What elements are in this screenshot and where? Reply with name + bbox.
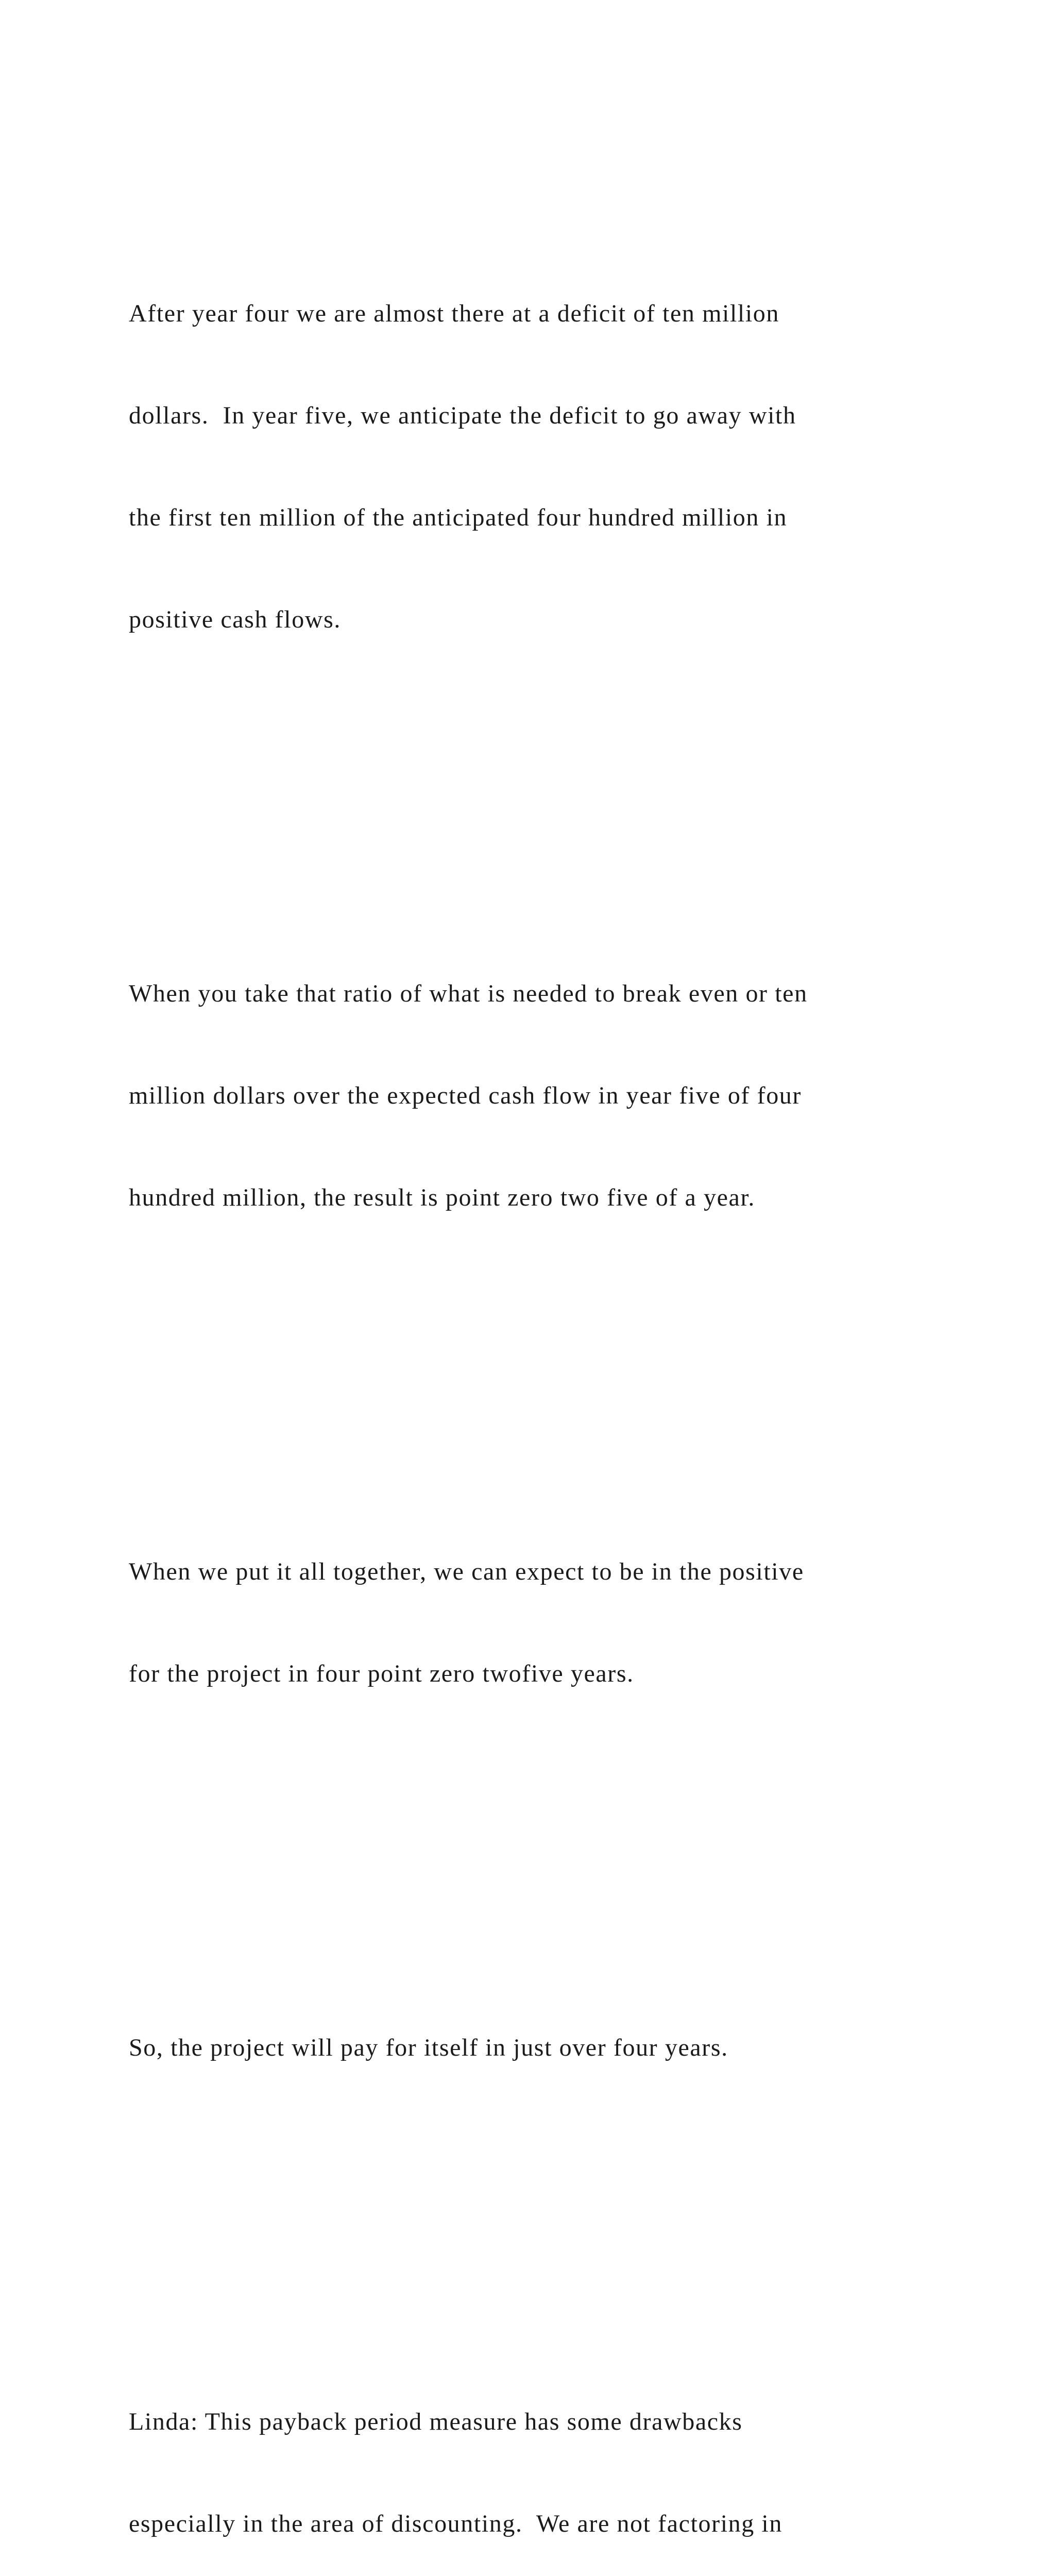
text-line: When we put it all together, we can expect to be in the positive — [129, 1558, 804, 1585]
paragraph-linda-scene — [129, 2337, 1005, 2576]
text-line: After year four we are almost there at a deficit of ten million — [129, 300, 779, 327]
text-line: dollars. In year five, we anticipate the deficit to go away with — [129, 402, 796, 429]
paragraph-gap — [129, 1351, 1005, 1385]
paragraph-ratio — [129, 909, 1005, 1283]
text-line: So, the project will pay for itself in just over four years. — [129, 2034, 728, 2061]
text-line: the first ten million of the anticipated four hundred million in — [129, 504, 788, 531]
paragraph-gap — [129, 2201, 1005, 2235]
paragraph-payback — [129, 1963, 1005, 2133]
paragraph-gap — [129, 773, 1005, 807]
paragraph-together — [129, 1487, 1005, 1759]
text-line: especially in the area of discounting. We are not factoring in — [129, 2510, 782, 2537]
text-line: million dollars over the expected cash flow in year five of four — [129, 1082, 802, 1109]
text-line: Linda: This payback period measure has some drawbacks — [129, 2408, 743, 2435]
text-line: for the project in four point zero twofive years. — [129, 1660, 634, 1687]
paragraph-deficit — [129, 229, 1005, 705]
text-line: positive cash flows. — [129, 606, 341, 633]
text-line: hundred million, the result is point zero two five of a year. — [129, 1184, 755, 1211]
text-line: When you take that ratio of what is needed to break even or ten — [129, 980, 808, 1007]
document-page — [129, 161, 1005, 2576]
paragraph-gap — [129, 1827, 1005, 1861]
